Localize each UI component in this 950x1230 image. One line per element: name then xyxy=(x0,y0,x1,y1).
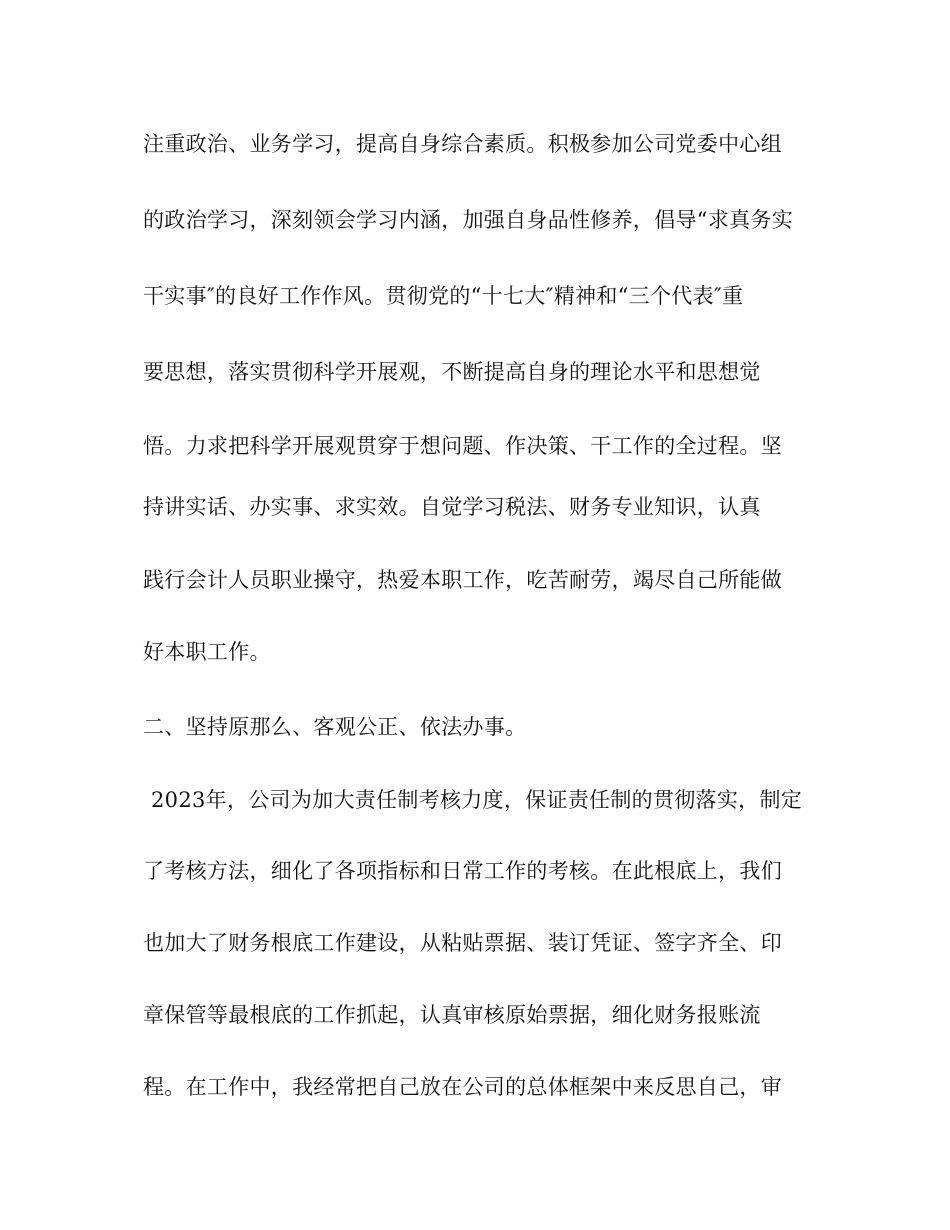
paragraph-line-6: 持讲实话、办实事、求实效。自觉学习税法、财务专业知识，认真 xyxy=(143,495,761,519)
paragraph-line-3: 干实事″的良好工作作风。贯彻党的“十七大″精神和“三个代表″重 xyxy=(143,284,744,308)
paragraph-line-11: 也加大了财务根底工作建设，从粘贴票据、装订凭证、签字齐全、印 xyxy=(143,931,782,955)
paragraph-line-8: 好本职工作。 xyxy=(143,640,271,664)
paragraph-line-12: 章保管等最根底的工作抓起，认真审核原始票据，细化财务报账流 xyxy=(143,1003,761,1027)
paragraph-line-5: 悟。力求把科学开展观贯穿于想问题、作决策、干工作的全过程。坚 xyxy=(143,434,782,458)
paragraph-line-1: 注重政治、业务学习，提高自身综合素质。积极参加公司党委中心组 xyxy=(143,132,782,156)
paragraph-line-7: 践行会计人员职业操守，热爱本职工作，吃苦耐劳，竭尽自己所能做 xyxy=(143,568,782,592)
paragraph-line-13: 程。在工作中，我经常把自己放在公司的总体框架中来反思自己，审 xyxy=(143,1075,782,1099)
paragraph-line-10: 了考核方法，细化了各项指标和日常工作的考核。在此根底上，我们 xyxy=(143,859,782,883)
section-heading: 二、坚持原那么、客观公正、依法办事。 xyxy=(143,715,527,739)
paragraph-line-9: 2023年，公司为加大责任制考核力度，保证责任制的贯彻落实，制定 xyxy=(151,788,803,812)
paragraph-line-4: 要思想，落实贯彻科学开展观，不断提高自身的理论水平和思想觉 xyxy=(143,360,761,384)
paragraph-line-2: 的政治学习，深刻领会学习内涵，加强自身品性修养，倡导“求真务实 xyxy=(143,208,794,232)
